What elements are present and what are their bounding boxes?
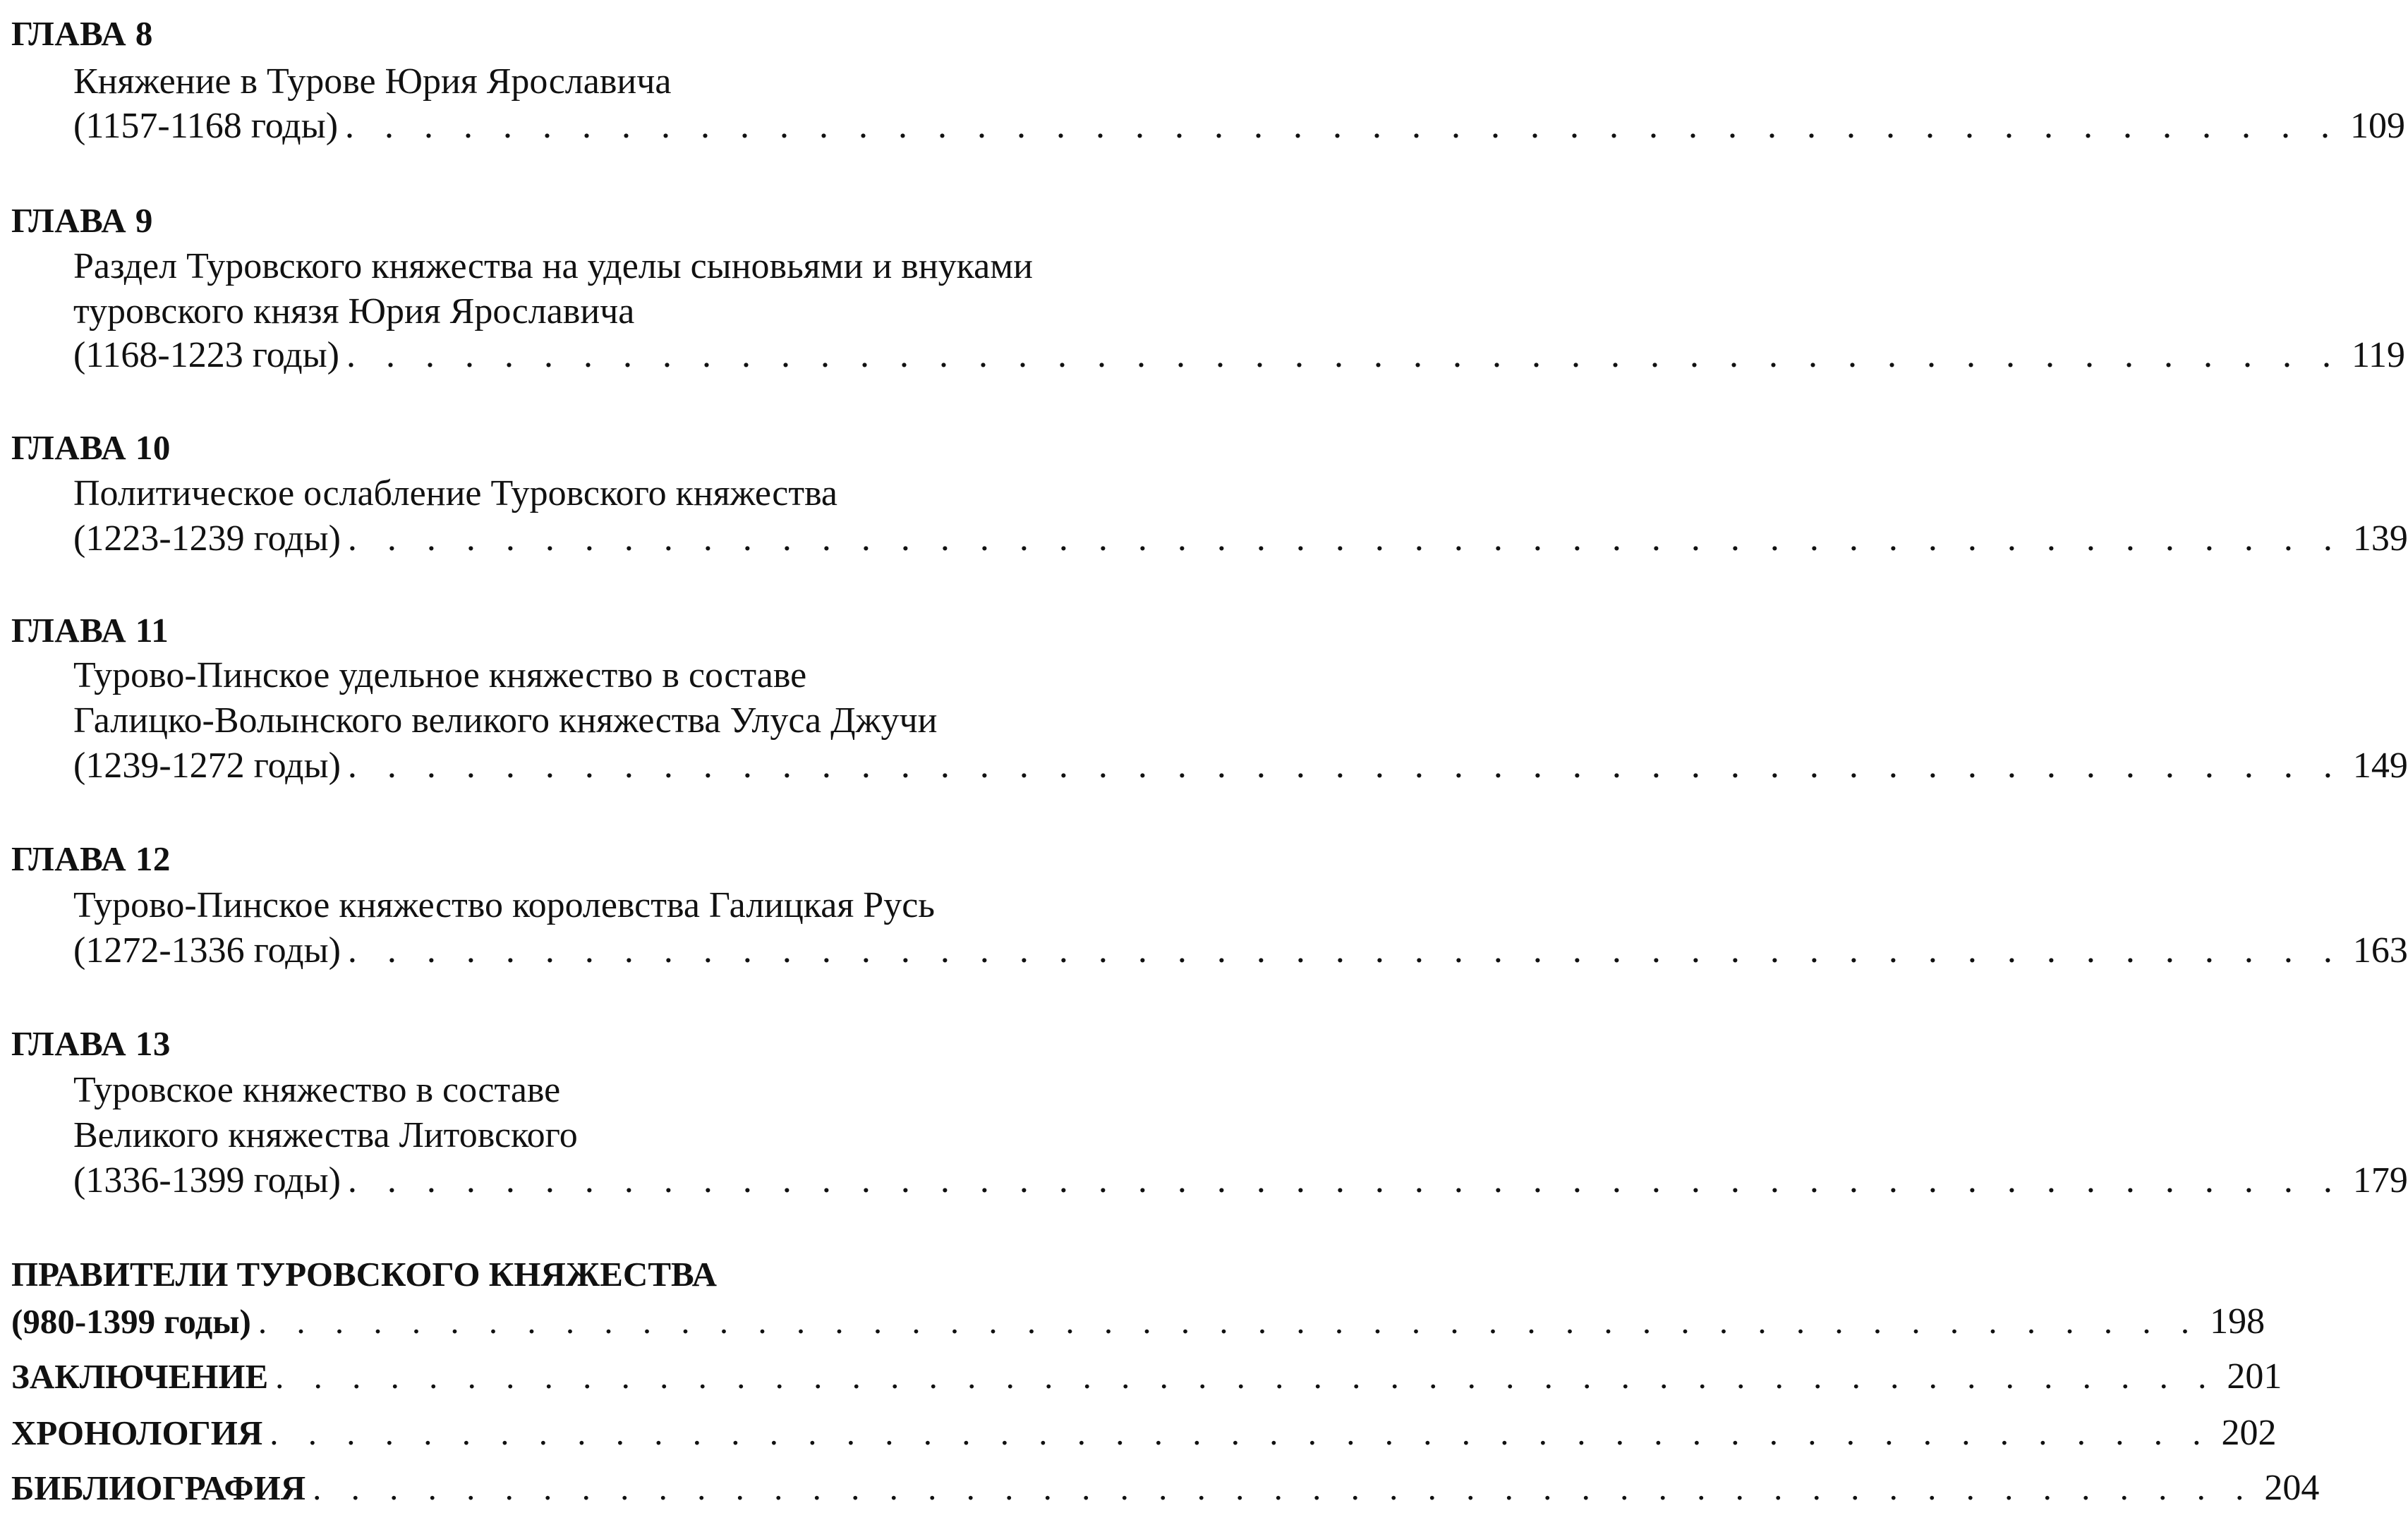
chapter-heading: ГЛАВА 8 bbox=[11, 14, 153, 53]
page-number: 163 bbox=[2352, 930, 2408, 971]
page-number: 109 bbox=[2350, 106, 2406, 146]
section-dates: (980-1399 годы) bbox=[11, 1302, 251, 1341]
page-number: 198 bbox=[2210, 1301, 2265, 1342]
page-number: 119 bbox=[2351, 335, 2406, 375]
dot-leader: . . . . . . . . . . . . . . . . . . . . . . . . . . . . . . . . . . . . . . . . . . . . . . . . . . . bbox=[347, 746, 2343, 786]
chapter-dates: (1272-1336 годы) bbox=[73, 930, 341, 971]
chapter-heading: ГЛАВА 12 bbox=[11, 839, 171, 878]
toc-entry[interactable] bbox=[11, 1299, 2265, 1344]
toc-entry[interactable] bbox=[73, 743, 2408, 789]
page-number: 139 bbox=[2352, 518, 2408, 559]
chapter-heading: ГЛАВА 10 bbox=[11, 428, 171, 467]
section-title: ХРОНОЛОГИЯ bbox=[11, 1413, 263, 1452]
chapter-title-line: Княжение в Турове Юрия Ярославича bbox=[73, 61, 672, 102]
page-number: 201 bbox=[2227, 1356, 2282, 1397]
chapter-dates: (1223-1239 годы) bbox=[73, 518, 341, 559]
section-title: ЗАКЛЮЧЕНИЕ bbox=[11, 1357, 269, 1396]
page-number: 179 bbox=[2352, 1160, 2408, 1200]
chapter-dates: (1239-1272 годы) bbox=[73, 746, 341, 786]
chapter-title-line: Турово-Пинское удельное княжество в составе bbox=[73, 655, 807, 695]
toc-entry[interactable] bbox=[73, 333, 2406, 378]
page-number: 202 bbox=[2221, 1413, 2277, 1453]
chapter-dates: (1157-1168 годы) bbox=[73, 106, 339, 146]
chapter-heading: ГЛАВА 11 bbox=[11, 611, 169, 650]
chapter-title-line: Галицко-Волынского великого княжества Улуса Джучи bbox=[73, 700, 938, 741]
chapter-title-line: туровского князя Юрия Ярославича bbox=[73, 291, 635, 332]
dot-leader: . . . . . . . . . . . . . . . . . . . . . . . . . . . . . . . . . . . . . . . . . . . . . . . . . . . bbox=[258, 1302, 2201, 1341]
toc-entry[interactable] bbox=[11, 1411, 2277, 1456]
dot-leader: . . . . . . . . . . . . . . . . . . . . . . . . . . . . . . . . . . . . . . . . . . . . . . . . . . . bbox=[346, 335, 2342, 375]
toc-entry[interactable] bbox=[73, 928, 2408, 973]
chapter-title-line: Турово-Пинское княжество королевства Галицкая Русь bbox=[73, 885, 936, 925]
toc-entry[interactable] bbox=[73, 104, 2406, 149]
page-number: 204 bbox=[2264, 1468, 2320, 1508]
chapter-title-line: Великого княжества Литовского bbox=[73, 1115, 578, 1155]
chapter-title-line: Туровское княжество в составе bbox=[73, 1070, 561, 1110]
dot-leader: . . . . . . . . . . . . . . . . . . . . . . . . . . . . . . . . . . . . . . . . . . . . . . . . . . . bbox=[345, 106, 2341, 146]
chapter-dates: (1336-1399 годы) bbox=[73, 1160, 341, 1200]
dot-leader: . . . . . . . . . . . . . . . . . . . . . . . . . . . . . . . . . . . . . . . . . . . . . . . . . . . bbox=[313, 1469, 2255, 1507]
page-number: 149 bbox=[2352, 746, 2408, 786]
chapter-heading: ГЛАВА 13 bbox=[11, 1024, 171, 1063]
chapter-title-line: Раздел Туровского княжества на уделы сыновьями и внуками bbox=[73, 246, 1033, 286]
dot-leader: . . . . . . . . . . . . . . . . . . . . . . . . . . . . . . . . . . . . . . . . . . . . . . . . . . . bbox=[347, 518, 2343, 559]
chapter-heading: ГЛАВА 9 bbox=[11, 201, 153, 240]
dot-leader: . . . . . . . . . . . . . . . . . . . . . . . . . . . . . . . . . . . . . . . . . . . . . . . . . . . bbox=[347, 1160, 2343, 1200]
toc-entry[interactable] bbox=[11, 1466, 2320, 1511]
toc-entry[interactable] bbox=[73, 516, 2408, 561]
chapter-title-line: Политическое ослабление Туровского княжества bbox=[73, 473, 838, 513]
toc-entry[interactable] bbox=[11, 1354, 2282, 1399]
chapter-dates: (1168-1223 годы) bbox=[73, 335, 339, 375]
section-title: БИБЛИОГРАФИЯ bbox=[11, 1469, 306, 1507]
dot-leader: . . . . . . . . . . . . . . . . . . . . . . . . . . . . . . . . . . . . . . . . . . . . . . . . . . . bbox=[347, 930, 2343, 971]
dot-leader: . . . . . . . . . . . . . . . . . . . . . . . . . . . . . . . . . . . . . . . . . . . . . . . . . . . bbox=[275, 1357, 2218, 1396]
section-heading: ПРАВИТЕЛИ ТУРОВСКОГО КНЯЖЕСТВА bbox=[11, 1255, 717, 1294]
toc-entry[interactable] bbox=[73, 1158, 2408, 1203]
dot-leader: . . . . . . . . . . . . . . . . . . . . . . . . . . . . . . . . . . . . . . . . . . . . . . . . . . . bbox=[270, 1413, 2212, 1452]
